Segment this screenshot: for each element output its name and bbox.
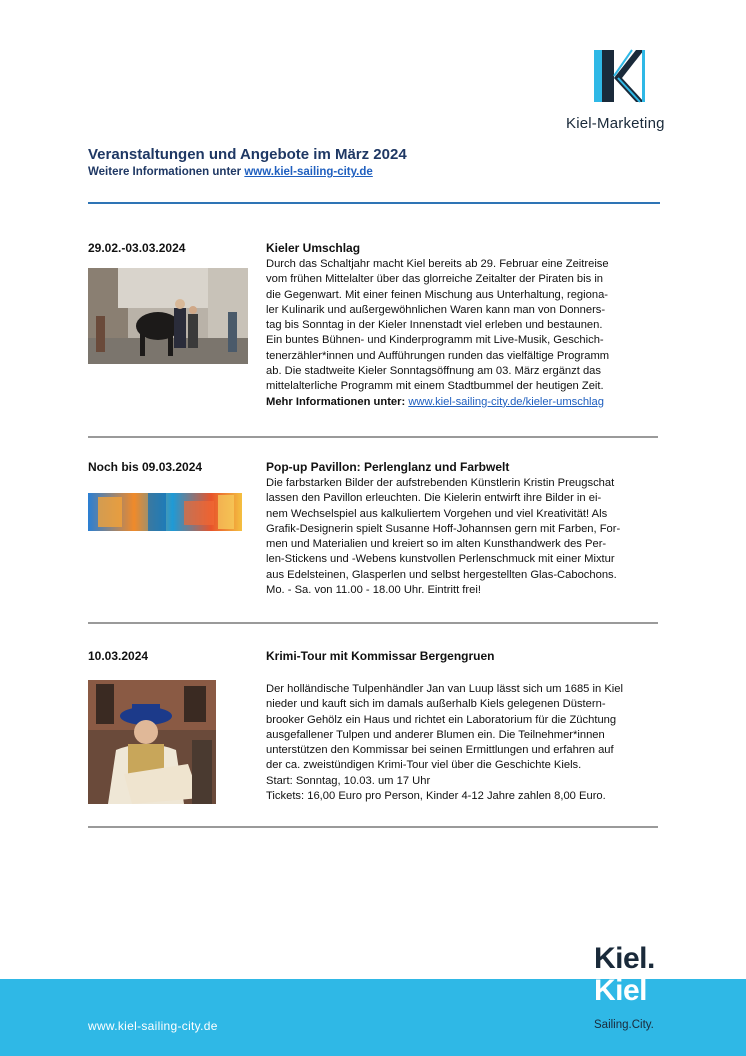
event-title: Kieler Umschlag	[266, 241, 361, 255]
brand-name: Kiel-Marketing	[566, 115, 665, 132]
event-text-line: ausgefallener Tulpen und anderer Blumen ein. Die Teilnehmer*innen	[266, 728, 605, 741]
kiel-logo-line2: Kiel	[594, 974, 648, 1007]
kiel-marketing-logo-icon	[592, 48, 646, 104]
event-text-line: ab. Die stadtweite Kieler Sonntagsöffnung am 03. März ergänzt das	[266, 365, 601, 378]
event-photo-pop-up-pavillon	[88, 493, 242, 531]
event-text-line: Grafik-Designerin spielt Susanne Hoff-Johannsen gern mit Farben, For-	[266, 522, 621, 535]
footer-url[interactable]: www.kiel-sailing-city.de	[88, 1019, 218, 1033]
header-divider	[88, 202, 660, 204]
page-subtitle	[88, 166, 373, 178]
more-info-line	[266, 395, 658, 410]
event-divider	[88, 436, 658, 438]
event-text-line: nieder und kauft sich im damals außerhalb Kiels gelegenen Düstern-	[266, 698, 606, 711]
event-text-line: len-Stickens und -Webens kunstvollen Perlenschmuck mit einer Mixtur	[266, 553, 615, 566]
more-info-label: Mehr Informationen unter:	[266, 395, 409, 408]
event-text-line: vom frühen Mittelalter über das glorreiche Zeitalter der Piraten bis in	[266, 273, 604, 286]
event-text-line: die Gegenwart. Mit einer feinen Mischung aus Unterhaltung, regiona-	[266, 288, 609, 301]
event-description	[266, 257, 658, 410]
event-date: 29.02.-03.03.2024	[88, 241, 186, 255]
event-title: Pop-up Pavillon: Perlenglanz und Farbwelt	[266, 460, 510, 474]
event-text-line: men und Materialien und kreiert so im alten Kunsthandwerk des Per-	[266, 538, 607, 551]
event-photo-kieler-umschlag	[88, 268, 248, 364]
event-text-line: Tickets: 16,00 Euro pro Person, Kinder 4-12 Jahre zahlen 8,00 Euro.	[266, 790, 606, 803]
website-link[interactable]: www.kiel-sailing-city.de	[244, 166, 373, 178]
event-description	[266, 476, 658, 598]
event-text-line: mittelalterliche Programm mit einem Stadtbummel der heutigen Zeit.	[266, 380, 604, 393]
event-text-line: brooker Gehölz ein Haus und richtet ein Laboratorium für die Züchtung	[266, 713, 617, 726]
event-text-line: Der holländische Tulpenhändler Jan van Luup lässt sich um 1685 in Kiel	[266, 683, 623, 695]
event-divider	[88, 826, 658, 828]
event-divider	[88, 622, 658, 624]
event-text-line: Die farbstarken Bilder der aufstrebenden Künstlerin Kristin Preugschat	[266, 477, 615, 489]
event-text-line: lassen den Pavillon erleuchten. Die Kielerin entwirft ihre Bilder in ei-	[266, 492, 602, 505]
page-title: Veranstaltungen und Angebote im März 2024	[88, 146, 407, 163]
event-date: Noch bis 09.03.2024	[88, 460, 203, 474]
event-text-line: tag bis Sonntag in der Kieler Innenstadt viel erleben und bestaunen.	[266, 319, 603, 332]
event-title: Krimi-Tour mit Kommissar Bergengruen	[266, 649, 495, 663]
event-text-line: Durch das Schaltjahr macht Kiel bereits ab 29. Februar eine Zeitreise	[266, 258, 609, 270]
event-text-line: unterstützen den Kommissar bei seinen Ermittlungen und erfahren auf	[266, 744, 614, 757]
event-photo-krimi-tour	[88, 680, 216, 804]
subtitle-prefix: Weitere Informationen unter	[88, 166, 245, 178]
event-text-line: Mo. - Sa. von 11.00 - 18.00 Uhr. Eintritt frei!	[266, 584, 481, 597]
event-text-line: aus Edelsteinen, Glasperlen und selbst hergestellten Glas-Cabochons.	[266, 568, 617, 581]
event-text-line: nem Wechselspiel aus kalkuliertem Vorgehen und viel Kreativität! Als	[266, 507, 608, 520]
kiel-logo-line1: Kiel.	[594, 942, 655, 975]
kieler-umschlag-link[interactable]: www.kiel-sailing-city.de/kieler-umschlag	[408, 395, 604, 408]
event-text-line: der ca. zweistündigen Krimi-Tour viel über die Geschichte Kiels.	[266, 759, 582, 772]
event-text-line: tenerzähler*innen und Aufführungen runden das vielfältige Programm	[266, 349, 610, 362]
event-text-line: Ein buntes Bühnen- und Kinderprogramm mit Live-Musik, Geschich-	[266, 334, 604, 347]
event-date: 10.03.2024	[88, 649, 149, 663]
event-description	[266, 682, 658, 804]
event-text-line: Start: Sonntag, 10.03. um 17 Uhr	[266, 774, 431, 787]
event-text-line: ler Kulinarik und außergewöhnlichen Waren kann man von Donners-	[266, 303, 606, 316]
kiel-logo-tagline: Sailing.City.	[594, 1019, 654, 1031]
